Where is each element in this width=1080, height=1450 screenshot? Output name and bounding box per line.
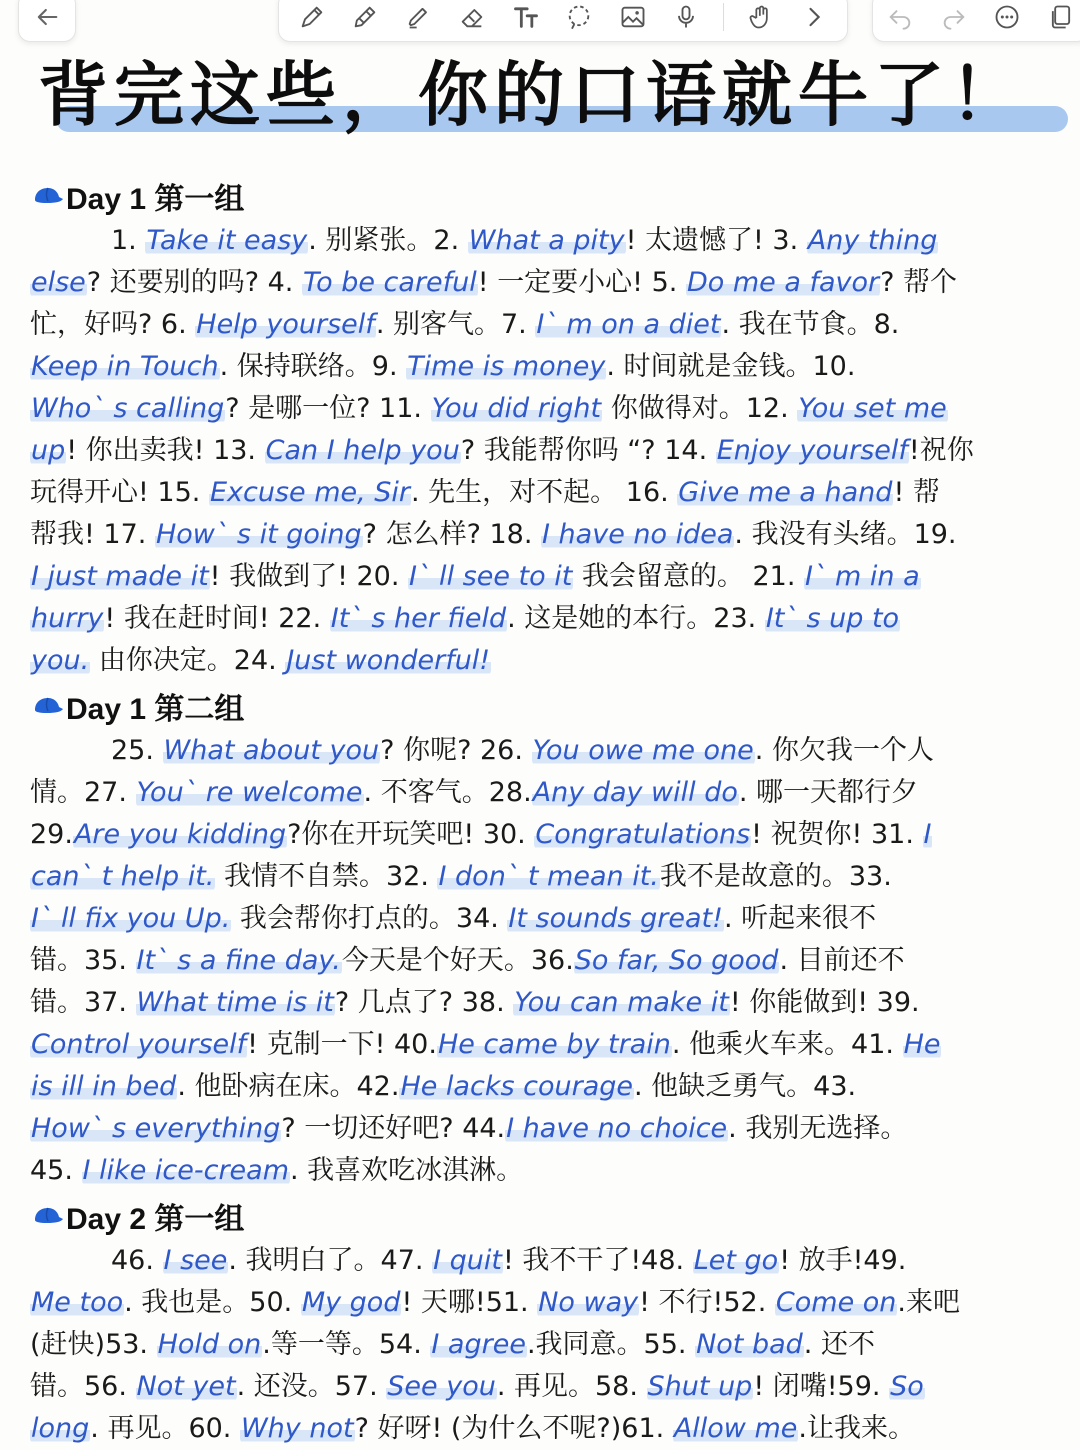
- english-phrase: I like ice-cream: [82, 1155, 290, 1186]
- section-title: Day 1 第一组: [66, 183, 245, 216]
- chinese-text: . 保持联络。9.: [219, 351, 407, 382]
- english-phrase: You` re welcome: [136, 777, 363, 808]
- english-phrase: You can make it: [514, 987, 729, 1018]
- chinese-text: 错。35.: [30, 945, 136, 976]
- chinese-text: 25.: [30, 735, 163, 766]
- pencil-icon[interactable]: [348, 0, 382, 34]
- image-icon[interactable]: [616, 0, 650, 34]
- chevron-right-icon[interactable]: [797, 0, 831, 34]
- chinese-text: . 还不: [803, 1329, 875, 1360]
- text-line: [30, 262, 1076, 304]
- text-line: [30, 304, 1076, 346]
- chinese-text: ? 好呀! (为什么不呢?)61.: [354, 1413, 673, 1444]
- english-phrase: Keep in Touch: [31, 351, 219, 382]
- toolbar: [0, 0, 1080, 44]
- chinese-text: 今天是个好天。36.: [341, 945, 574, 976]
- chinese-text: . 他卧病在床。42.: [177, 1071, 400, 1102]
- english-phrase: I agree: [431, 1329, 526, 1360]
- text-line: [30, 1408, 1076, 1450]
- chinese-text: .让我来。: [798, 1413, 915, 1444]
- english-phrase: I don` t mean it.: [438, 861, 659, 892]
- chinese-text: . 我喜欢吃冰淇淋。: [290, 1155, 524, 1186]
- chinese-text: ! 天哪!51.: [401, 1287, 538, 1318]
- chinese-text: 由你决定。24.: [90, 645, 286, 676]
- english-phrase: I have no choice: [506, 1113, 728, 1144]
- chinese-text: .我同意。55.: [526, 1329, 696, 1360]
- english-phrase: I see: [163, 1245, 228, 1276]
- english-phrase: My god: [301, 1287, 401, 1318]
- text-line: [30, 1150, 1076, 1192]
- chinese-text: ? 一切还好吧? 44.: [281, 1113, 506, 1144]
- chinese-text: . 别紧张。2.: [308, 225, 468, 256]
- text-line: [30, 1324, 1076, 1366]
- drawing-tools: [278, 0, 848, 42]
- chinese-text: . 再见。58.: [496, 1371, 647, 1402]
- english-phrase: Not bad: [696, 1329, 803, 1360]
- chinese-text: 错。56.: [30, 1371, 136, 1402]
- chinese-text: ? 是哪一位? 11.: [225, 393, 431, 424]
- chinese-text: (赶快)53.: [30, 1329, 157, 1360]
- chinese-text: 帮我! 17.: [30, 519, 155, 550]
- english-phrase: you.: [31, 645, 90, 676]
- title-area: [30, 50, 1060, 140]
- english-phrase: Shut up: [647, 1371, 753, 1402]
- english-phrase: Me too: [31, 1287, 124, 1318]
- english-phrase: Any thing: [807, 225, 938, 256]
- english-phrase: I: [923, 819, 932, 850]
- text-line: [30, 598, 1076, 640]
- chinese-text: . 别客气。7.: [375, 309, 536, 340]
- text-line: [30, 982, 1076, 1024]
- english-phrase: You owe me one: [532, 735, 754, 766]
- english-phrase: I` m on a diet: [536, 309, 721, 340]
- section-title: Day 1 第二组: [66, 693, 245, 726]
- back-button[interactable]: [18, 0, 76, 42]
- english-phrase: Control yourself: [31, 1029, 247, 1060]
- text-line: [30, 1066, 1076, 1108]
- english-phrase: Not yet: [136, 1371, 236, 1402]
- more-icon[interactable]: [990, 0, 1024, 34]
- english-phrase: Come on: [775, 1287, 897, 1318]
- chinese-text: !祝你: [908, 435, 974, 466]
- chinese-text: ? 你呢? 26.: [380, 735, 532, 766]
- chinese-text: . 目前还不: [779, 945, 905, 976]
- english-phrase: Let go: [693, 1245, 779, 1276]
- chinese-text: ! 我在赶时间! 22.: [104, 603, 330, 634]
- section-header-day2-group1: [32, 1196, 244, 1236]
- pen-icon[interactable]: [295, 0, 329, 34]
- chinese-text: ! 祝贺你! 31.: [751, 819, 923, 850]
- chinese-text: ? 还要别的吗? 4.: [86, 267, 302, 298]
- text-line: [30, 556, 1076, 598]
- english-phrase: Enjoy yourself: [716, 435, 908, 466]
- chinese-text: ? 几点了? 38.: [334, 987, 514, 1018]
- back-arrow-icon[interactable]: [30, 0, 64, 34]
- pages-icon[interactable]: [1044, 0, 1078, 34]
- text-line: [30, 940, 1076, 982]
- text-line: [30, 430, 1076, 472]
- english-phrase: To be careful: [302, 267, 477, 298]
- english-phrase: So: [890, 1371, 924, 1402]
- english-phrase: is ill in bed: [31, 1071, 177, 1102]
- redo-icon[interactable]: [937, 0, 971, 34]
- english-phrase: Do me a favor: [686, 267, 880, 298]
- chinese-text: ! 帮: [893, 477, 940, 508]
- text-line: [30, 856, 1076, 898]
- chinese-text: ? 帮个: [880, 267, 958, 298]
- chinese-text: ! 克制一下! 40.: [247, 1029, 437, 1060]
- chinese-text: . 还没。57.: [236, 1371, 387, 1402]
- cap-icon: [32, 694, 64, 718]
- text-line: [30, 514, 1076, 556]
- english-phrase: Congratulations: [535, 819, 751, 850]
- chinese-text: . 再见。60.: [90, 1413, 240, 1444]
- chinese-text: . 我在节食。8.: [721, 309, 900, 340]
- english-phrase: He: [903, 1029, 941, 1060]
- chinese-text: ! 我不干了!48.: [502, 1245, 693, 1276]
- chinese-text: 46.: [30, 1245, 163, 1276]
- english-phrase: Are you kidding: [73, 819, 287, 850]
- english-phrase: What a pity: [468, 225, 625, 256]
- chinese-text: 1.: [30, 225, 146, 256]
- english-phrase: He came by train: [437, 1029, 671, 1060]
- toolbar-divider: [723, 3, 724, 31]
- english-phrase: Can I help you: [265, 435, 460, 466]
- text-icon[interactable]: [509, 0, 543, 34]
- english-phrase: I` m in a: [804, 561, 920, 592]
- cap-icon: [32, 1204, 64, 1228]
- text-line: [30, 472, 1076, 514]
- chinese-text: .来吧: [897, 1287, 960, 1318]
- chinese-text: 忙，好吗? 6.: [30, 309, 196, 340]
- english-phrase: Excuse me, Sir: [209, 477, 411, 508]
- chinese-text: ! 太遗憾了! 3.: [625, 225, 807, 256]
- section-body-day1-group1: [30, 220, 1076, 682]
- highlighter-icon[interactable]: [402, 0, 436, 34]
- chinese-text: . 他缺乏勇气。43.: [633, 1071, 857, 1102]
- english-phrase: Hold on: [157, 1329, 262, 1360]
- microphone-icon[interactable]: [669, 0, 703, 34]
- english-phrase: Time is money: [407, 351, 606, 382]
- english-phrase: So far, So good: [574, 945, 779, 976]
- english-phrase: See you: [387, 1371, 496, 1402]
- text-line: [30, 1108, 1076, 1150]
- text-line: [30, 814, 1076, 856]
- english-phrase: He lacks courage: [400, 1071, 633, 1102]
- english-phrase: Allow me: [673, 1413, 798, 1444]
- chinese-text: . 我别无选择。: [728, 1113, 908, 1144]
- chinese-text: ? 怎么样? 18.: [362, 519, 542, 550]
- chinese-text: 45.: [30, 1155, 82, 1186]
- chinese-text: . 我也是。50.: [124, 1287, 301, 1318]
- english-phrase: I just made it: [31, 561, 209, 592]
- text-line: [30, 388, 1076, 430]
- english-phrase: Just wonderful!: [286, 645, 491, 676]
- chinese-text: 29.: [30, 819, 73, 850]
- chinese-text: 玩得开心! 15.: [30, 477, 209, 508]
- text-line: [30, 730, 1076, 772]
- text-line: [30, 772, 1076, 814]
- english-phrase: I` ll see to it: [409, 561, 573, 592]
- english-phrase: long: [31, 1413, 90, 1444]
- text-line: [30, 1282, 1076, 1324]
- english-phrase: Who` s calling: [31, 393, 225, 424]
- text-line: [30, 1366, 1076, 1408]
- section-body-day1-group2: [30, 730, 1076, 1192]
- eraser-icon[interactable]: [455, 0, 489, 34]
- chinese-text: 我不是故意的。33.: [659, 861, 892, 892]
- section-header-day1-group2: [32, 686, 244, 726]
- text-line: [30, 898, 1076, 940]
- chinese-text: . 先生，对不起。 16.: [411, 477, 678, 508]
- chinese-text: 我会帮你打点的。34.: [231, 903, 508, 934]
- chinese-text: . 时间就是金钱。10.: [606, 351, 856, 382]
- english-phrase: It` s her field: [330, 603, 507, 634]
- chinese-text: . 听起来很不: [723, 903, 877, 934]
- section-body-day2-group1: [30, 1240, 1076, 1450]
- english-phrase: It` s a fine day.: [136, 945, 341, 976]
- english-phrase: Take it easy: [146, 225, 308, 256]
- english-phrase: Give me a hand: [678, 477, 893, 508]
- chinese-text: 情。27.: [30, 777, 136, 808]
- hand-icon[interactable]: [744, 0, 778, 34]
- chinese-text: ! 你能做到! 39.: [729, 987, 920, 1018]
- lasso-icon[interactable]: [562, 0, 596, 34]
- chinese-text: ?你在开玩笑吧! 30.: [287, 819, 535, 850]
- english-phrase: How` s everything: [31, 1113, 281, 1144]
- chinese-text: . 我明白了。47.: [228, 1245, 433, 1276]
- english-phrase: up: [31, 435, 66, 466]
- chinese-text: ! 闭嘴!59.: [753, 1371, 890, 1402]
- history-tools: [872, 0, 1080, 42]
- cap-icon: [32, 184, 64, 208]
- chinese-text: ? 我能帮你吗 “? 14.: [460, 435, 716, 466]
- text-line: [30, 1024, 1076, 1066]
- chinese-text: 你做得对。12.: [602, 393, 798, 424]
- text-line: [30, 640, 1076, 682]
- english-phrase: can` t help it.: [31, 861, 215, 892]
- chinese-text: . 不客气。28.: [363, 777, 532, 808]
- english-phrase: No way: [538, 1287, 639, 1318]
- chinese-text: . 你欠我一个人: [754, 735, 934, 766]
- english-phrase: I have no idea: [542, 519, 734, 550]
- english-phrase: You did right: [431, 393, 602, 424]
- english-phrase: hurry: [31, 603, 104, 634]
- chinese-text: ! 放手!49.: [779, 1245, 907, 1276]
- english-phrase: What about you: [163, 735, 380, 766]
- chinese-text: ! 不行!52.: [639, 1287, 775, 1318]
- section-title: Day 2 第一组: [66, 1203, 245, 1236]
- english-phrase: Help yourself: [196, 309, 375, 340]
- chinese-text: .等一等。54.: [262, 1329, 431, 1360]
- undo-icon[interactable]: [883, 0, 917, 34]
- english-phrase: I` ll fix you Up.: [31, 903, 231, 934]
- english-phrase: else: [31, 267, 86, 298]
- chinese-text: ! 你出卖我! 13.: [66, 435, 265, 466]
- text-line: [30, 346, 1076, 388]
- section-header-day1-group1: [32, 176, 244, 216]
- chinese-text: . 这是她的本行。23.: [507, 603, 765, 634]
- english-phrase: It sounds great!: [508, 903, 723, 934]
- chinese-text: ! 我做到了! 20.: [209, 561, 409, 592]
- text-line: [30, 220, 1076, 262]
- chinese-text: . 哪一天都行夕: [738, 777, 919, 808]
- chinese-text: . 他乘火车来。41.: [671, 1029, 903, 1060]
- english-phrase: You set me: [798, 393, 947, 424]
- english-phrase: How` s it going: [155, 519, 362, 550]
- english-phrase: It` s up to: [765, 603, 900, 634]
- chinese-text: 我会留意的。 21.: [573, 561, 804, 592]
- english-phrase: Why not: [240, 1413, 354, 1444]
- chinese-text: 错。37.: [30, 987, 136, 1018]
- chinese-text: . 我没有头绪。19.: [734, 519, 957, 550]
- english-phrase: Any day will do: [532, 777, 738, 808]
- english-phrase: What time is it: [136, 987, 334, 1018]
- english-phrase: I quit: [433, 1245, 502, 1276]
- chinese-text: 我情不自禁。32.: [215, 861, 438, 892]
- page-title: 背完这些，你的口语就牛了！: [38, 54, 1026, 136]
- text-line: [30, 1240, 1076, 1282]
- chinese-text: ! 一定要小心! 5.: [477, 267, 686, 298]
